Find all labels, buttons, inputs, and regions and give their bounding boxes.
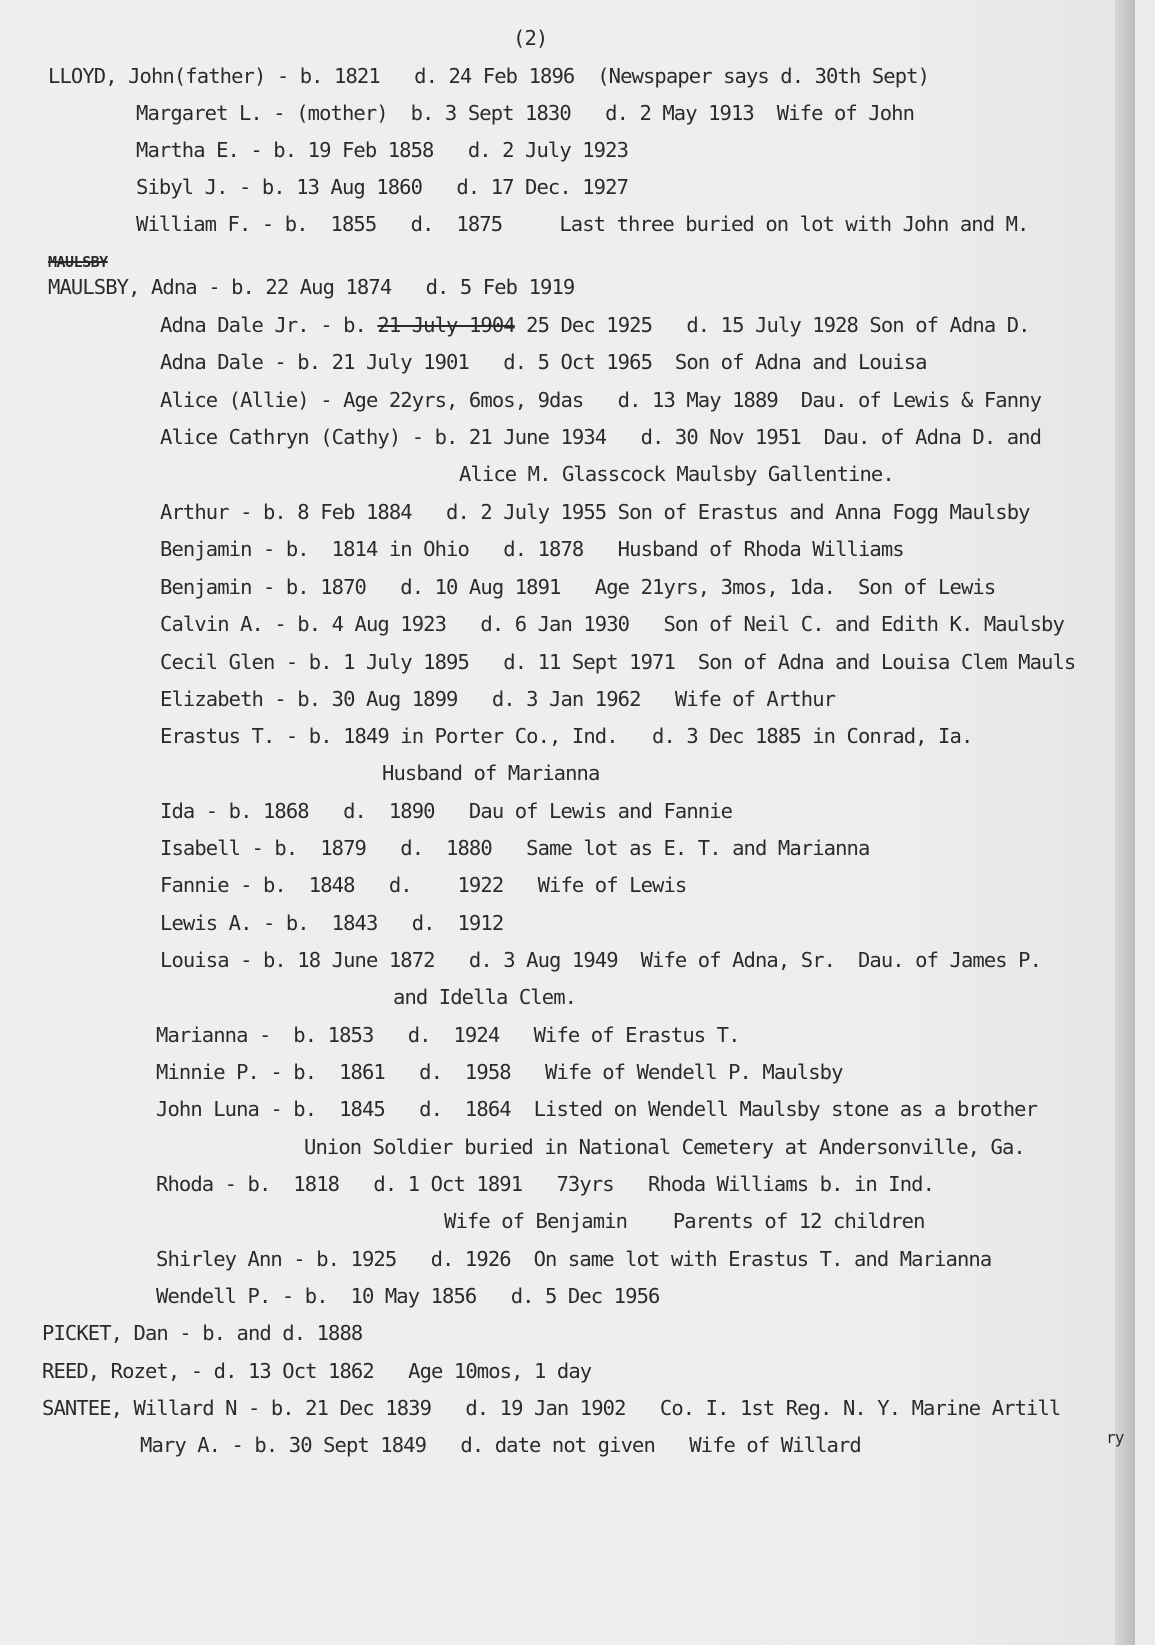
- entry-line: Shirley Ann - b. 1925 d. 1926 On same lot with Erastus T. and Marianna: [156, 1247, 992, 1271]
- struck-heading: MAULSBY: [48, 253, 108, 271]
- entry-continuation: Husband of Marianna: [382, 761, 600, 785]
- paper-edge: [1115, 0, 1135, 1645]
- entry-line: Margaret L. - (mother) b. 3 Sept 1830 d. 2 May 1913 Wife of John: [136, 101, 915, 125]
- entry-line: Calvin A. - b. 4 Aug 1923 d. 6 Jan 1930 Son of Neil C. and Edith K. Maulsby: [160, 612, 1064, 636]
- page-number: (2): [513, 26, 548, 50]
- entry-line: Ida - b. 1868 d. 1890 Dau of Lewis and Fannie: [160, 799, 733, 823]
- entry-line: Minnie P. - b. 1861 d. 1958 Wife of Wendell P. Maulsby: [156, 1060, 843, 1084]
- entry-line: LLOYD, John(father) - b. 1821 d. 24 Feb 1896 (Newspaper says d. 30th Sept): [48, 64, 930, 88]
- entry-line: Benjamin - b. 1814 in Ohio d. 1878 Husband of Rhoda Williams: [160, 537, 904, 561]
- entry-line: Marianna - b. 1853 d. 1924 Wife of Erastus T.: [156, 1023, 740, 1047]
- entry-line: Isabell - b. 1879 d. 1880 Same lot as E. T. and Marianna: [160, 836, 870, 860]
- entry-line: William F. - b. 1855 d. 1875 Last three buried on lot with John and M.: [136, 212, 1029, 236]
- entry-line: Benjamin - b. 1870 d. 10 Aug 1891 Age 21yrs, 3mos, 1da. Son of Lewis: [160, 575, 996, 599]
- entry-line: Erastus T. - b. 1849 in Porter Co., Ind. d. 3 Dec 1885 in Conrad, Ia.: [160, 724, 973, 748]
- entry-line: REED, Rozet, - d. 13 Oct 1862 Age 10mos, 1 day: [42, 1359, 592, 1383]
- entry-line: Arthur - b. 8 Feb 1884 d. 2 July 1955 Son of Erastus and Anna Fogg Maulsby: [160, 500, 1030, 524]
- entry-line: PICKET, Dan - b. and d. 1888: [42, 1321, 363, 1345]
- entry-continuation: and Idella Clem.: [393, 985, 577, 1009]
- entry-line: SANTEE, Willard N - b. 21 Dec 1839 d. 19 Jan 1902 Co. I. 1st Reg. N. Y. Marine Artill: [42, 1396, 1061, 1420]
- entry-continuation: Union Soldier buried in National Cemetery at Andersonville, Ga.: [304, 1135, 1025, 1159]
- entry-line: Martha E. - b. 19 Feb 1858 d. 2 July 1923: [136, 138, 629, 162]
- entry-line: Fannie - b. 1848 d. 1922 Wife of Lewis: [160, 873, 687, 897]
- entry-line: Lewis A. - b. 1843 d. 1912: [160, 911, 504, 935]
- entry-line: Rhoda - b. 1818 d. 1 Oct 1891 73yrs Rhoda Williams b. in Ind.: [156, 1172, 935, 1196]
- wrapped-fragment: ry: [1106, 1428, 1124, 1447]
- entry-line: Mary A. - b. 30 Sept 1849 d. date not given Wife of Willard: [140, 1433, 861, 1457]
- struck-date: 21 July 1904: [377, 313, 515, 337]
- entry-line: Sibyl J. - b. 13 Aug 1860 d. 17 Dec. 1927: [136, 175, 629, 199]
- entry-continuation: Alice M. Glasscock Maulsby Gallentine.: [459, 462, 894, 486]
- entry-line: Alice (Allie) - Age 22yrs, 6mos, 9das d. 13 May 1889 Dau. of Lewis & Fanny: [160, 388, 1042, 412]
- entry-line: Cecil Glen - b. 1 July 1895 d. 11 Sept 1971 Son of Adna and Louisa Clem Mauls: [160, 650, 1076, 674]
- entry-continuation: Wife of Benjamin Parents of 12 children: [444, 1209, 925, 1233]
- entry-line: Elizabeth - b. 30 Aug 1899 d. 3 Jan 1962 Wife of Arthur: [160, 687, 836, 711]
- entry-line: Alice Cathryn (Cathy) - b. 21 June 1934 d. 30 Nov 1951 Dau. of Adna D. and: [160, 425, 1042, 449]
- entry-line: MAULSBY, Adna - b. 22 Aug 1874 d. 5 Feb 1919: [48, 275, 575, 299]
- entry-line: Adna Dale Jr. - b. 21 July 1904 25 Dec 1925 d. 15 July 1928 Son of Adna D.: [160, 313, 1030, 337]
- entry-line: Adna Dale - b. 21 July 1901 d. 5 Oct 1965 Son of Adna and Louisa: [160, 350, 927, 374]
- entry-line: Wendell P. - b. 10 May 1856 d. 5 Dec 1956: [156, 1284, 660, 1308]
- entry-line: John Luna - b. 1845 d. 1864 Listed on Wendell Maulsby stone as a brother: [156, 1097, 1038, 1121]
- entry-line: Louisa - b. 18 June 1872 d. 3 Aug 1949 Wife of Adna, Sr. Dau. of James P.: [160, 948, 1042, 972]
